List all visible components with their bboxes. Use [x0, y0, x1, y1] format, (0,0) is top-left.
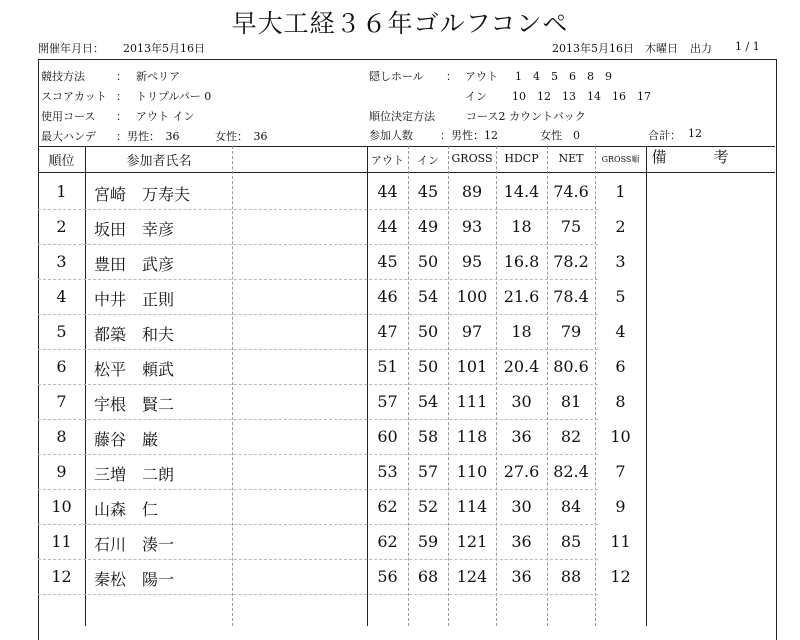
name-cell: 豊田 武彦 [94, 255, 175, 274]
hdcp-cell: 18 [511, 217, 532, 236]
scorecut-label: スコアカット [41, 90, 107, 103]
rank-cell: 9 [56, 462, 67, 481]
weekday: 木曜日 [645, 42, 678, 55]
out-cell: 53 [377, 462, 398, 481]
colon: ： [116, 90, 127, 103]
max-hdcp-label: 最大ハンデ [41, 130, 96, 143]
hdcp-cell: 21.6 [503, 287, 540, 306]
net-cell: 78.4 [553, 287, 589, 306]
table-row [38, 559, 631, 595]
hidden-out-label: アウト [465, 70, 498, 83]
gross-rank-cell: 4 [615, 322, 626, 341]
col-header-remarks: 備 考 [651, 148, 745, 166]
out-cell: 62 [377, 532, 398, 551]
rank-cell: 10 [51, 497, 72, 516]
scorecut-value: トリプルパー 0 [136, 90, 212, 103]
gross-rank-cell: 5 [615, 287, 626, 306]
rank-cell: 8 [56, 427, 67, 446]
out-cell: 45 [377, 252, 398, 271]
gross-rank-cell: 7 [615, 462, 626, 481]
out-cell: 60 [377, 427, 398, 446]
gross-cell: 89 [461, 182, 483, 201]
net-cell: 80.6 [553, 357, 589, 376]
out-cell: 44 [377, 217, 398, 236]
event-date-label: 開催年月日： [38, 42, 104, 55]
course-label: 使用コース [41, 110, 96, 123]
total-value: 12 [688, 127, 702, 140]
gross-rank-cell: 1 [615, 182, 626, 201]
gross-rank-cell: 12 [610, 567, 631, 586]
participants-label: 参加人数 [369, 129, 413, 142]
max-hdcp-male: ：男性： 36 [116, 130, 180, 143]
col-header-gross-rank: GROSS順 [601, 155, 640, 164]
gross-rank-cell: 9 [615, 497, 626, 516]
net-cell: 74.6 [553, 182, 589, 201]
net-cell: 82 [560, 427, 582, 446]
net-cell: 78.2 [553, 252, 589, 271]
net-cell: 81 [560, 392, 582, 411]
gross-cell: 100 [456, 287, 488, 306]
course-value: アウト イン [136, 110, 195, 123]
table-row [38, 419, 631, 455]
hdcp-cell: 36 [511, 532, 532, 551]
name-cell: 三増 二朗 [94, 465, 175, 484]
rank-cell: 5 [56, 322, 67, 341]
hdcp-cell: 30 [511, 497, 532, 516]
name-cell: 石川 湊一 [94, 535, 175, 554]
hdcp-cell: 30 [511, 392, 532, 411]
table-row [38, 349, 626, 385]
table-row [38, 454, 626, 490]
name-cell: 坂田 幸彦 [94, 220, 175, 239]
rank-cell: 3 [56, 252, 67, 271]
column-divider [646, 146, 647, 626]
rank-cell: 6 [56, 357, 67, 376]
in-cell: 52 [417, 497, 439, 516]
output-label: 出力 [690, 42, 712, 55]
gross-cell: 93 [461, 217, 483, 236]
gross-cell: 111 [456, 392, 488, 411]
gross-rank-cell: 2 [615, 217, 626, 236]
table-row [38, 244, 626, 280]
table-row [38, 174, 626, 210]
gross-cell: 95 [461, 252, 483, 271]
print-date: 2013年5月16日 [552, 42, 634, 55]
out-cell: 44 [377, 182, 398, 201]
method-label: 競技方法 [41, 70, 85, 83]
name-cell: 松平 頼武 [94, 360, 175, 379]
rank-cell: 12 [51, 567, 72, 586]
rank-method-label: 順位決定方法 [369, 110, 435, 123]
rank-cell: 2 [56, 217, 67, 236]
colon: ： [116, 70, 127, 83]
gross-cell: 114 [456, 497, 488, 516]
in-cell: 45 [417, 182, 439, 201]
net-cell: 88 [560, 567, 582, 586]
rank-cell: 7 [56, 392, 67, 411]
page-title: 早大工経３６年ゴルフコンペ [231, 9, 569, 38]
out-cell: 46 [377, 287, 398, 306]
method-value: 新ペリア [136, 70, 180, 83]
net-cell: 82.4 [553, 462, 589, 481]
out-cell: 56 [377, 567, 398, 586]
col-header-net: NET [558, 152, 584, 165]
gross-rank-cell: 10 [610, 427, 631, 446]
gross-cell: 101 [456, 357, 488, 376]
hdcp-cell: 18 [511, 322, 532, 341]
table-row [38, 209, 626, 245]
col-header-out: アウト [371, 154, 404, 167]
gross-rank-cell: 8 [615, 392, 626, 411]
event-date: 2013年5月16日 [123, 42, 205, 55]
hdcp-cell: 20.4 [503, 357, 540, 376]
out-cell: 57 [377, 392, 398, 411]
hdcp-cell: 14.4 [503, 182, 540, 201]
table-row [38, 279, 626, 315]
gross-rank-cell: 6 [615, 357, 626, 376]
gross-cell: 97 [461, 322, 483, 341]
col-header-name: 参加者氏名 [126, 154, 192, 169]
in-cell: 68 [417, 567, 439, 586]
gross-cell: 121 [456, 532, 488, 551]
name-cell: 都築 和夫 [94, 325, 175, 344]
participants-male: ：男性：12 [440, 129, 498, 142]
hdcp-cell: 36 [511, 427, 532, 446]
rank-cell: 1 [56, 182, 67, 201]
hidden-holes-label: 隠しホール [369, 70, 424, 83]
table-header-border [38, 172, 775, 173]
name-cell: 中井 正則 [94, 290, 175, 309]
in-cell: 49 [417, 217, 439, 236]
hidden-out-holes: 1 4 5 6 8 9 [515, 70, 612, 83]
colon: ： [116, 110, 127, 123]
in-cell: 50 [417, 322, 439, 341]
total-label: 合計： [648, 129, 681, 142]
in-cell: 54 [417, 392, 439, 411]
out-cell: 47 [377, 322, 398, 341]
gross-cell: 124 [456, 567, 488, 586]
hdcp-cell: 27.6 [503, 462, 540, 481]
in-cell: 59 [417, 532, 439, 551]
net-cell: 85 [560, 532, 582, 551]
in-cell: 58 [417, 427, 439, 446]
gross-cell: 110 [456, 462, 488, 481]
colon: ： [446, 70, 457, 83]
in-cell: 57 [417, 462, 439, 481]
name-cell: 藤谷 巌 [94, 430, 159, 449]
table-row [38, 489, 626, 525]
rank-cell: 4 [56, 287, 67, 306]
net-cell: 79 [560, 322, 582, 341]
net-cell: 75 [560, 217, 582, 236]
gross-rank-cell: 11 [610, 532, 631, 551]
in-cell: 54 [417, 287, 439, 306]
hidden-in-holes: 10 12 13 14 16 17 [512, 90, 651, 103]
name-cell: 宮崎 万寿夫 [94, 185, 191, 204]
rank-method-value: コース2 カウントバック [466, 110, 586, 123]
out-cell: 62 [377, 497, 398, 516]
in-cell: 50 [417, 357, 439, 376]
table-row [38, 524, 631, 560]
in-cell: 50 [417, 252, 439, 271]
col-header-gross: GROSS [451, 152, 493, 165]
hdcp-cell: 36 [511, 567, 532, 586]
out-cell: 51 [377, 357, 398, 376]
name-cell: 秦松 陽一 [94, 570, 175, 589]
participants-female: 女性 0 [540, 129, 580, 142]
max-hdcp-female: 女性： 36 [215, 130, 268, 143]
table-row [38, 314, 626, 350]
page-number: 1 / 1 [735, 40, 760, 53]
col-header-in: イン [417, 154, 439, 167]
name-cell: 山森 仁 [94, 500, 159, 519]
hidden-in-label: イン [465, 90, 487, 103]
gross-rank-cell: 3 [615, 252, 626, 271]
net-cell: 84 [560, 497, 582, 516]
rank-cell: 11 [51, 532, 72, 551]
col-header-hdcp: HDCP [504, 152, 539, 165]
name-cell: 宇根 賢二 [94, 395, 175, 414]
gross-cell: 118 [456, 427, 488, 446]
table-row [38, 384, 626, 420]
hdcp-cell: 16.8 [503, 252, 540, 271]
col-header-rank: 順位 [48, 154, 75, 169]
